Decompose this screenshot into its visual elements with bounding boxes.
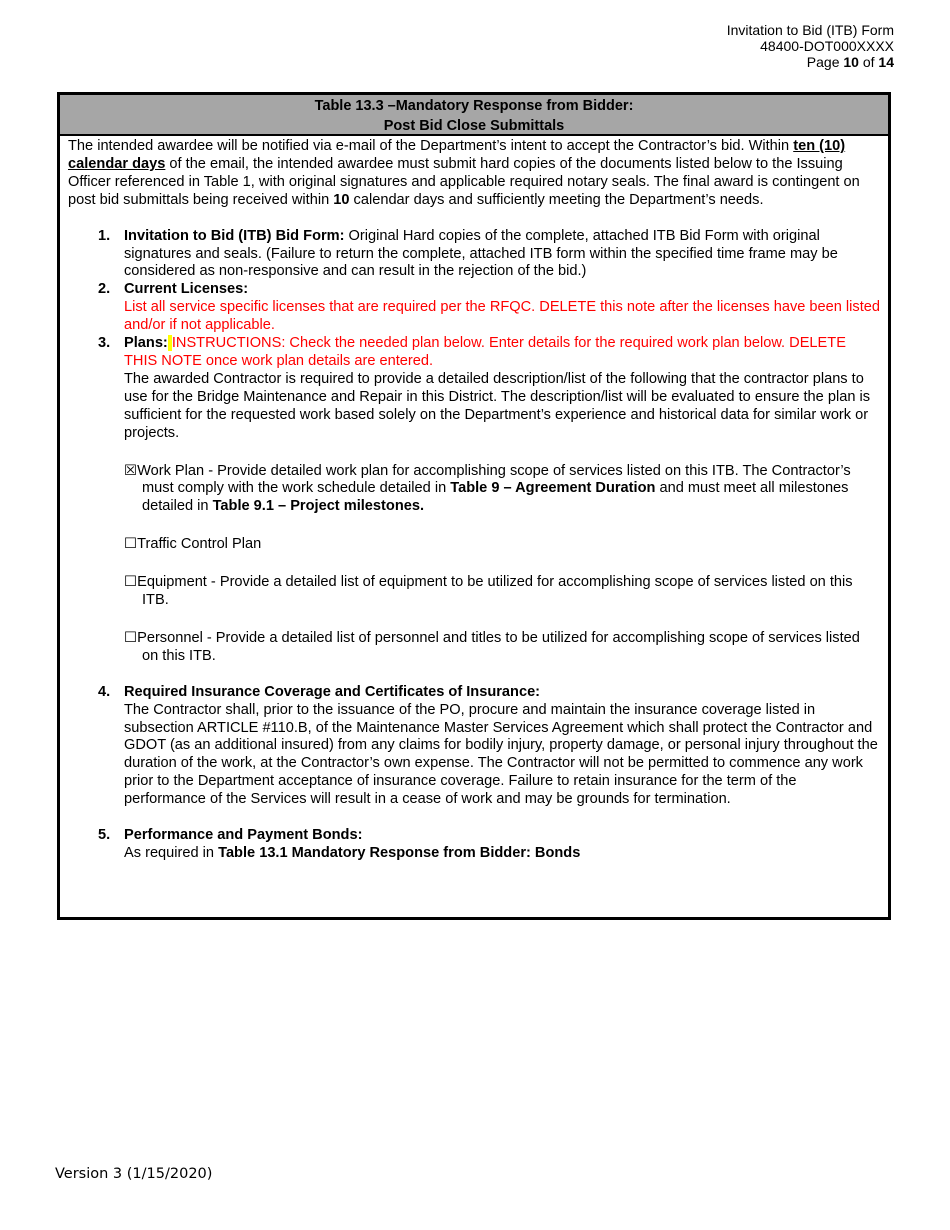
checkbox-checked[interactable]: ☒ <box>124 462 138 479</box>
table-13-3 <box>57 92 891 920</box>
item-title: Required Insurance Coverage and Certificates of Insurance: <box>124 683 541 700</box>
option-traffic-control-plan: ☐Traffic Control Plan <box>124 536 262 553</box>
version-footer: Version 3 (1/15/2020) <box>55 1166 213 1182</box>
item-title: Performance and Payment Bonds: <box>124 827 363 844</box>
page-total: 14 <box>878 54 894 70</box>
intro-paragraph: The intended awardee will be notified via e-mail of the Department’s intent to accept the Contractor’s bid. Within ten (10) calendar days of the email, the intended awardee must submit hard copies of the documents listed below to the Issuing Officer referenced in Table 1, with original signatures and applicable required notary seals. The final award is contingent on post bid submittals being received within 10 calendar days and sufficiently meeting the Department’s needs. <box>68 138 860 208</box>
list-item-licenses: 2. Current Licenses: List all service specific licenses that are required per the RFQC. DELETE this note after the licenses have been listed and/or if not applicable. <box>98 281 880 334</box>
list-item-insurance: 4. Required Insurance Coverage and Certificates of Insurance: The Contractor shall, prior to the issuance of the PO, procure and maintain the insurance coverage listed in subsection ARTICLE #110.B, of the Maintenance Master Services Agreement which shall protect the Contractor and GDOT (as an additional insured) from any claims for bodily injury, property damage, or personal injury throughout the duration of the work, at the Contractor’s own expense. The Contractor will not be permitted to commence any work prior to the Department acceptance of insurance coverage. Failure to retain insurance for the term of the performance of the Services will result in a cease of work and may be grounds for termination. <box>98 683 878 808</box>
checkbox-unchecked[interactable]: ☐ <box>124 574 138 591</box>
list-item-bonds: 5. Performance and Payment Bonds: As required in Table 13.1 Mandatory Response from Bidder: Bonds <box>98 827 581 861</box>
header-form-title: Invitation to Bid (ITB) Form <box>726 22 894 38</box>
table-title: Table 13.3 –Mandatory Response from Bidder: Post Bid Close Submittals <box>60 95 888 136</box>
item-title: Current Licenses: <box>124 281 249 298</box>
checkbox-unchecked[interactable]: ☐ <box>124 629 138 646</box>
item-title: Invitation to Bid (ITB) Bid Form: <box>124 227 345 244</box>
checkbox-unchecked[interactable]: ☐ <box>124 536 138 553</box>
list-item-plans: 3. Plans: INSTRUCTIONS: Check the needed plan below. Enter details for the required work plan below. DELETE THIS NOTE once work plan details are entered. The awarded Contractor is required to provide a detailed description/list of the following that the contractor plans to use for the Bridge Maintenance and Repair in this District. The description/list will be evaluated to ensure the plan is sufficient for the requested work based solely on the Department’s experience and historical data for similar work or projects. <box>98 335 871 441</box>
option-work-plan: ☒Work Plan - Provide detailed work plan for accomplishing scope of services listed on this ITB. The Contractor’s must comply with the work schedule detailed in Table 9 – Agreement Duration and must meet all milestones detailed in Table 9.1 – Project milestones. <box>124 462 851 515</box>
option-personnel: ☐Personnel - Provide a detailed list of personnel and titles to be utilized for accomplishing scope of services listed on this ITB. <box>124 629 860 664</box>
instruction-note: INSTRUCTIONS: Check the needed plan below. Enter details for the required work plan below. DELETE THIS NOTE once work plan details are entered. <box>124 335 846 369</box>
option-equipment: ☐Equipment - Provide a detailed list of equipment to be utilized for accomplishing scope of services listed on this ITB. <box>124 574 853 609</box>
page-number: 10 <box>843 54 859 70</box>
list-item-bid-form: 1. Invitation to Bid (ITB) Bid Form: Original Hard copies of the complete, attached ITB Bid Form with original signatures and seals. (Failure to return the complete, attached ITB form within the specified time frame may be considered as non-responsive and can result in the rejection of the bid.) <box>98 227 838 280</box>
item-title: Plans: <box>124 335 168 352</box>
document-header <box>727 22 894 70</box>
deadline-days: ten (10) calendar days <box>68 138 846 172</box>
submittal-list-continued <box>68 684 880 863</box>
instruction-note: List all service specific licenses that are required per the RFQC. DELETE this note after the licenses have been listed and/or if not applicable. <box>124 299 880 334</box>
submittal-list <box>68 228 880 443</box>
header-page-indicator: Page 10 of 14 <box>806 54 894 70</box>
table-content <box>60 136 888 863</box>
header-form-number: 48400-DOT000XXXX <box>760 38 894 54</box>
